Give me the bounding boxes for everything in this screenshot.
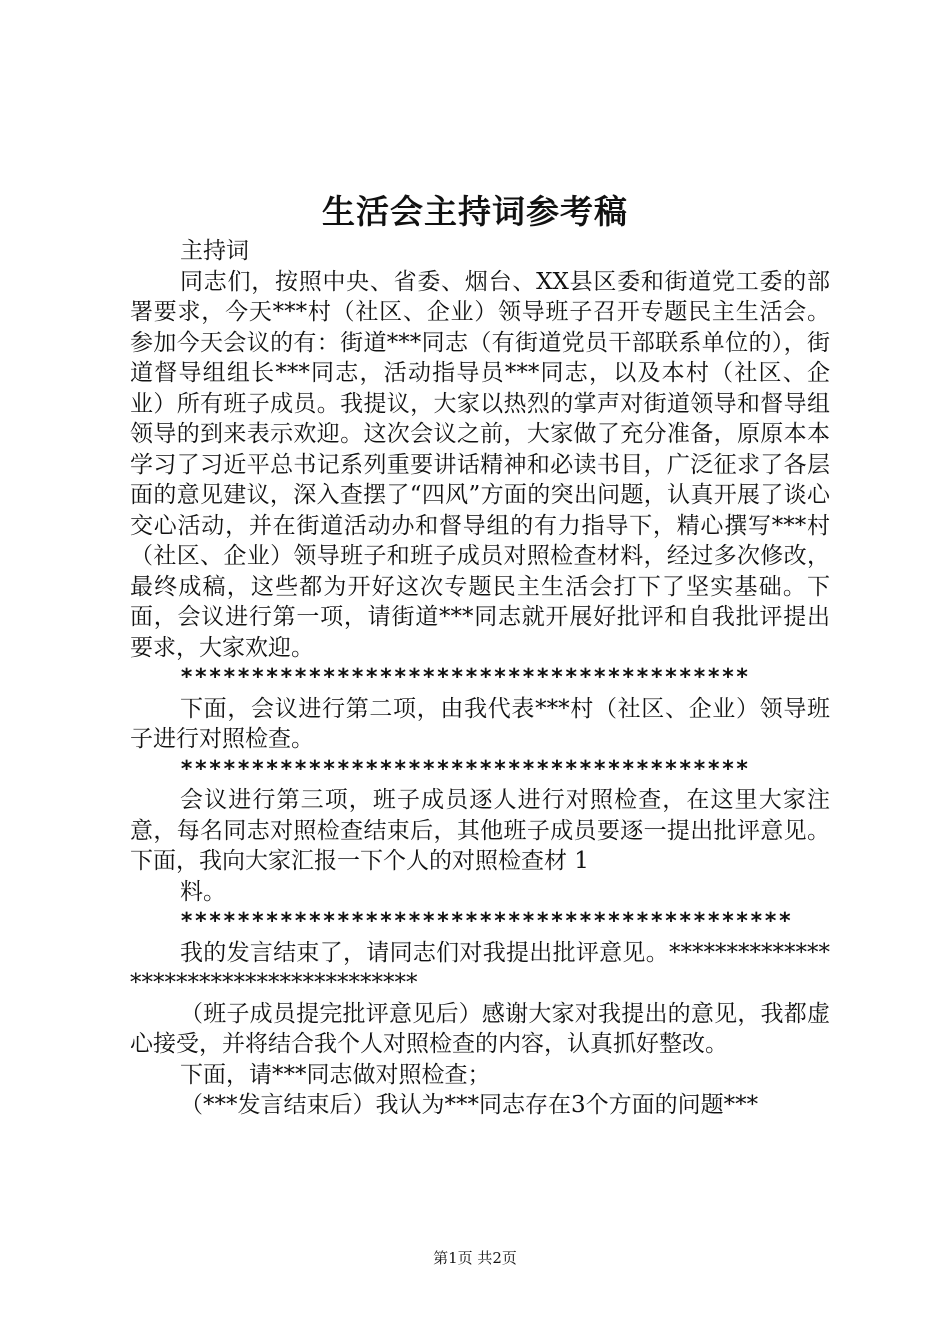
paragraph: 下面，会议进行第二项，由我代表***村（社区、企业）领导班子进行对照检查。 xyxy=(130,695,830,752)
paragraph: 料。 xyxy=(180,878,226,905)
document-title: 生活会主持词参考稿 xyxy=(322,192,628,231)
paragraph: 会议进行第三项，班子成员逐人进行对照检查，在这里大家注意，每名同志对照检查结束后，其他班子成员要逐一提出批评意见。下面，我向大家汇报一下个人的对照检查材 1 xyxy=(130,787,830,874)
paragraph: 我的发言结束了，请同志们对我提出批评意见。*************************************** xyxy=(130,939,830,996)
paragraph: 同志们，按照中央、省委、烟台、XX县区委和街道党工委的部署要求，今天***村（社区、企业）领导班子召开专题民主生活会。参加今天会议的有：街道***同志（有街道党员干部联系单位的），街道督导组组长***同志，活动指导员***同志，以及本村（社区、企业）所有班子成员。我提议，大家以热烈的掌声对街道领导和督导组领导的到来表示欢迎。这次会议之前，大家做了充分准备，原原本本学习了习近平总书记系列重要讲话精神和必读书目，广泛征求了各层面的意见建议，深入查摆了“四风”方面的突出问题，认真开展了谈心交心活动，并在街道活动办和督导组的有力指导下，精心撰写***村（社区、企业）领导班子和班子成员对照检查材料，经过多次修改，最终成稿，这些都为开好这次专题民主生活会打下了坚实基础。下面，会议进行第一项，请街道***同志就开展好批评和自我批评提出要求，大家欢迎。 xyxy=(130,268,830,661)
page-footer: 第1页 共2页 xyxy=(433,1249,517,1267)
paragraph: （班子成员提完批评意见后）感谢大家对我提出的意见，我都虚心接受，并将结合我个人对照检查的内容，认真抓好整改。 xyxy=(130,1000,830,1057)
paragraph: 主持词 xyxy=(180,238,249,264)
paragraph: （***发言结束后）我认为***同志存在3个方面的问题*** xyxy=(180,1092,759,1118)
paragraph: 下面，请***同志做对照检查； xyxy=(180,1061,491,1088)
separator-stars: **************************************** xyxy=(180,665,750,690)
document-body xyxy=(130,236,830,1121)
separator-stars: **************************************** xyxy=(180,756,750,782)
separator-stars: ******************************************* xyxy=(180,909,793,934)
